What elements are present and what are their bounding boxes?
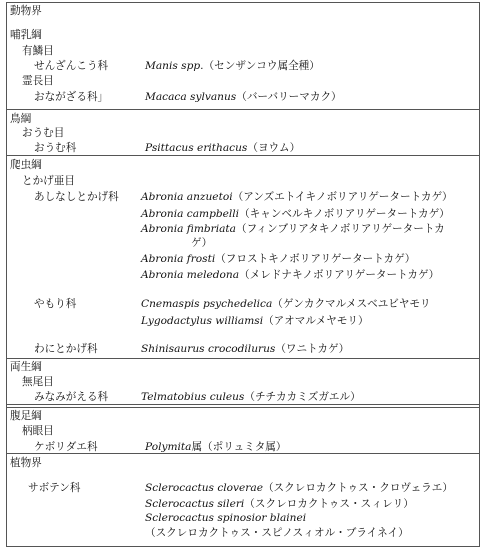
species-entry — [145, 527, 409, 540]
family-label: みなみがえる科 — [34, 391, 109, 403]
row-divider — [6, 407, 480, 408]
japanese-name: （アオマルメヤモリ） — [263, 315, 369, 327]
species-entry — [141, 269, 439, 282]
species-entry — [141, 315, 369, 328]
japanese-name: 属（ポリュミタ属） — [191, 441, 287, 453]
scientific-name: Macaca sylvanus — [145, 91, 237, 103]
scientific-name: Shinisaurus crocodilurus — [141, 343, 276, 355]
species-entry — [141, 223, 445, 236]
scientific-name: Cnemaspis psychedelica — [141, 298, 273, 310]
order-label: 柄眼目 — [22, 425, 54, 437]
species-entry — [145, 142, 300, 155]
scientific-name: Abronia frosti — [141, 253, 216, 265]
scientific-name: Abronia campbelli — [141, 208, 240, 220]
species-entry — [141, 343, 349, 356]
family-label: あしなしとかげ科 — [34, 191, 119, 203]
japanese-name: （チチカカミズガエル） — [244, 391, 361, 403]
species-entry — [145, 512, 306, 525]
species-entry — [141, 208, 450, 221]
scientific-name: Abronia meledona — [141, 269, 240, 281]
family-label: サボテン科 — [28, 482, 81, 494]
scientific-name: Abronia fimbriata — [141, 223, 237, 235]
family-label: わにとかげ科 — [34, 343, 98, 355]
japanese-name: （アンズエトイキノボリアリゲータートカゲ） — [232, 191, 453, 203]
row-divider — [6, 109, 480, 110]
scientific-name: Lygodactylus williamsi — [141, 315, 264, 327]
kingdom-label: 動物界 — [10, 5, 42, 17]
class-label: 哺乳綱 — [10, 29, 42, 41]
class-label: 腹足綱 — [10, 410, 42, 422]
japanese-name: （スクレロカクトゥス・クロヴェラエ） — [262, 482, 453, 494]
scientific-name: Sclerocactus cloverae — [145, 482, 263, 494]
scientific-name: Psittacus erithacus — [145, 142, 248, 154]
japanese-name: （スクレロカクトゥス・スピノスィオル・ブライネイ） — [145, 527, 409, 539]
species-entry — [145, 482, 453, 495]
row-divider — [6, 404, 480, 405]
japanese-name: （ヨウム） — [247, 142, 301, 154]
japanese-name: （キャンベルキノボリアリゲータートカゲ） — [239, 208, 450, 220]
scientific-name: Telmatobius culeus — [141, 391, 245, 403]
row-divider — [6, 358, 480, 359]
japanese-name: （バーバリーマカク） — [236, 91, 342, 103]
japanese-name: （フィンブリアタキノボリアリゲータートカ — [236, 223, 445, 235]
japanese-name: （ゲンカクマルメスベユビヤモリ — [272, 298, 431, 310]
species-entry — [145, 498, 414, 511]
japanese-name: （スクレロカクトゥス・スィレリ） — [244, 498, 414, 510]
species-entry — [141, 191, 453, 204]
family-label: やもり科 — [34, 298, 77, 310]
species-name-continuation: ゲ） — [191, 237, 213, 249]
kingdom-label: 植物界 — [10, 457, 42, 469]
class-label: 爬虫綱 — [10, 159, 42, 171]
order-label: 無尾目 — [22, 376, 54, 388]
scientific-name: Sclerocactus spinosior blainei — [145, 512, 307, 524]
species-entry — [141, 391, 361, 404]
scientific-name: Polymita — [145, 441, 192, 453]
family-label: せんざんこう科 — [34, 60, 109, 72]
order-label: おうむ目 — [22, 127, 65, 139]
order-label: 霊長目 — [22, 75, 54, 87]
japanese-name: （メレドナキノボリアリゲータートカゲ） — [239, 269, 440, 281]
japanese-name: （ワニトカゲ） — [275, 343, 350, 355]
species-entry — [145, 91, 342, 104]
japanese-name: （フロストキノボリアリゲータートカゲ） — [215, 253, 416, 265]
order-label: とかげ亜目 — [22, 175, 75, 187]
species-entry — [141, 298, 431, 311]
species-entry — [145, 441, 287, 454]
scientific-name: Abronia anzuetoi — [141, 191, 233, 203]
scientific-name: Sclerocactus sileri — [145, 498, 245, 510]
class-label: 鳥綱 — [10, 113, 32, 125]
row-divider — [6, 155, 480, 156]
species-entry — [141, 253, 415, 266]
family-label: ケボリダエ科 — [34, 441, 98, 453]
scientific-name: Manis spp. — [145, 60, 204, 72]
order-label: 有鱗目 — [22, 45, 54, 57]
family-label: おながざる科」 — [34, 91, 109, 103]
japanese-name: （センザンコウ属全種） — [203, 60, 320, 72]
species-entry — [145, 60, 320, 73]
class-label: 両生綱 — [10, 361, 42, 373]
family-label: おうむ科 — [34, 142, 77, 154]
